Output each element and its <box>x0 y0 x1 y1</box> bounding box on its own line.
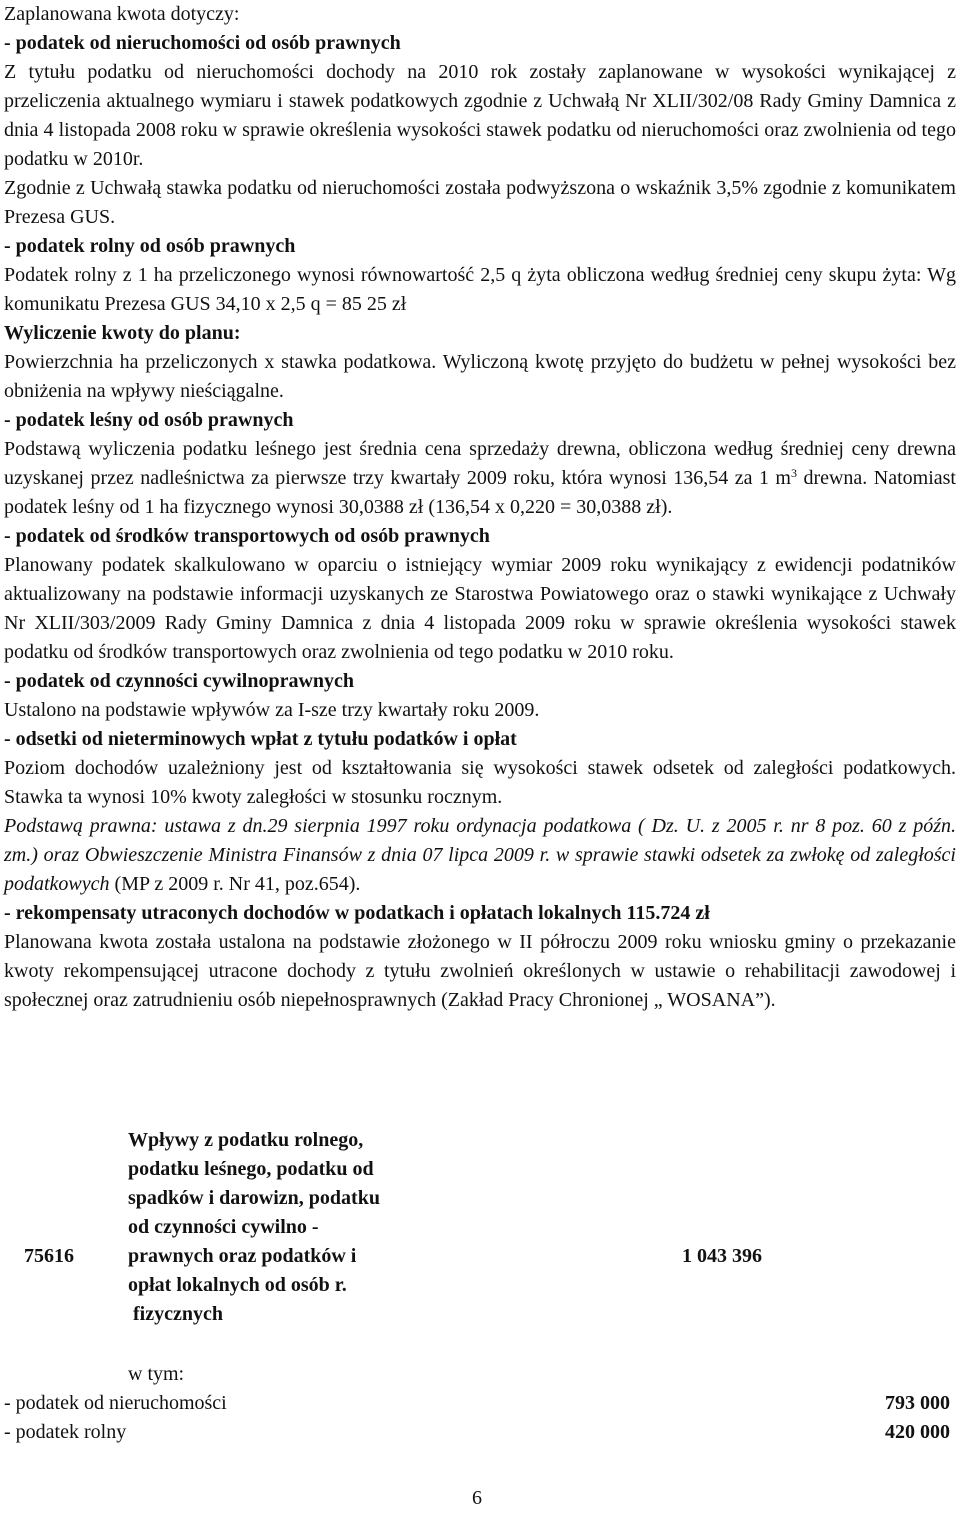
breakdown-label: w tym: <box>128 1363 185 1385</box>
heading-compensation: - rekompensaty utraconych dochodów w podatkach i opłatach lokalnych 115.724 zł <box>4 902 710 924</box>
heading-civil-law-tax: - podatek od czynności cywilnoprawnych <box>4 670 355 692</box>
interest-paragraph: Poziom dochodów uzależniony jest od kształtowania się wysokości stawek odsetek od zaległości podatkowych. Stawka ta wynosi 10% kwoty zaległości w stosunku rocznym. <box>4 757 956 808</box>
forest-tax-text-b: drewna. Natomiast podatek leśny od 1 ha fizycznego wynosi 30,0388 zł (136,54 x 0,220 = 30,0388 zł). <box>4 467 956 518</box>
heading-property-tax: - podatek od nieruchomości od osób prawnych <box>4 32 401 54</box>
forest-tax-text-a: Podstawą wyliczenia podatku leśnego jest średnia cena sprzedaży drewna, obliczona według średniej ceny drewna uzyskanej przez nadleśnictwa za pierwsze trzy kwartały 2009 roku, która wynosi 136,54 za 1 m <box>4 438 956 489</box>
legal-basis-plain: (MP z 2009 r. Nr 41, poz.654). <box>109 873 361 895</box>
civil-law-tax-paragraph: Ustalono na podstawie wpływów za I-sze trzy kwartały roku 2009. <box>4 699 540 721</box>
breakdown-item-value: 420 000 <box>885 1421 950 1443</box>
breakdown-item-name: - podatek od nieruchomości <box>4 1392 227 1414</box>
total-amount: 1 043 396 <box>682 1245 762 1267</box>
cubic-superscript: 3 <box>790 466 797 480</box>
heading-interest: - odsetki od nieterminowych wpłat z tytułu podatków i opłat <box>4 728 517 750</box>
document-body <box>4 0 956 1015</box>
property-tax-paragraph-2: Zgodnie z Uchwałą stawka podatku od nieruchomości została podwyższona o wskaźnik 3,5% zgodnie z komunikatem Prezesa GUS. <box>4 177 956 228</box>
legal-basis-italic: Podstawą prawna: ustawa z dn.29 sierpnia 1997 roku ordynacja podatkowa ( Dz. U. z 2005 r. nr 8 poz. 60 z późn. zm.) oraz Obwieszczenie Ministra Finansów z dnia 07 lipca 2009 r. w sprawie stawki odsetek za zwłokę od zaległości podatkowych <box>4 815 956 895</box>
breakdown-item-name: - podatek rolny <box>4 1421 127 1443</box>
heading-transport-tax: - podatek od środków transportowych od osób prawnych <box>4 525 490 547</box>
plan-calculation-paragraph: Powierzchnia ha przeliczonych x stawka podatkowa. Wyliczoną kwotę przyjęto do budżetu w pełnej wysokości bez obniżenia na wpływy nieściągalne. <box>4 351 956 402</box>
desc-line: fizycznych <box>128 1303 223 1325</box>
desc-line: opłat lokalnych od osób r. <box>128 1274 347 1296</box>
plan-calculation-heading: Wyliczenie kwoty do planu: <box>4 322 241 344</box>
desc-line: spadków i darowizn, podatku <box>128 1187 380 1209</box>
breakdown-item-value: 793 000 <box>885 1392 950 1414</box>
intro-line: Zaplanowana kwota dotyczy: <box>4 3 240 25</box>
desc-line: podatku leśnego, podatku od <box>128 1158 374 1180</box>
heading-forest-tax: - podatek leśny od osób prawnych <box>4 409 294 431</box>
income-description <box>128 1126 468 1329</box>
desc-line: Wpływy z podatku rolnego, <box>128 1129 364 1151</box>
agricultural-tax-paragraph: Podatek rolny z 1 ha przeliczonego wynosi równowartość 2,5 q żyta obliczona według średniej ceny skupu żyta: Wg komunikatu Prezesa GUS 34,10 x 2,5 q = 85 25 zł <box>4 264 956 315</box>
breakdown-row <box>4 1418 950 1447</box>
page-number: 6 <box>472 1487 482 1509</box>
desc-line: od czynności cywilno - <box>128 1216 319 1238</box>
compensation-paragraph: Planowana kwota została ustalona na podstawie złożonego w II półroczu 2009 roku wniosku gminy o przekazanie kwoty rekompensującej utracone dochody z tytułu zwolnień określonych w ustawie o rehabilitacji zawodowej i społecznej oraz zatrudnieniu osób niepełnosprawnych (Zakład Pracy Chronionej „ WOSANA”). <box>4 931 956 1011</box>
transport-tax-paragraph: Planowany podatek skalkulowano w oparciu o istniejący wymiar 2009 roku wynikający z ewidencji podatników aktualizowany na podstawie informacji uzyskanych ze Starostwa Powiatowego oraz o stawki wynikające z Uchwały Nr XLII/303/2009 Rady Gminy Damnica z dnia 4 listopada 2009 roku w sprawie określenia wysokości stawek podatku od środków transportowych oraz zwolnienia od tego podatku w 2010 roku. <box>4 554 956 663</box>
forest-tax-paragraph <box>4 435 956 522</box>
classification-code: 75616 <box>24 1245 74 1267</box>
property-tax-paragraph-1: Z tytułu podatku od nieruchomości dochody na 2010 rok zostały zaplanowane w wysokości wynikającej z przeliczenia aktualnego wymiaru i stawek podatkowych zgodnie z Uchwałą Nr XLII/302/08 Rady Gminy Damnica z dnia 4 listopada 2008 roku w sprawie określenia wysokości stawek podatku od nieruchomości oraz zwolnienia od tego podatku w 2010r. <box>4 61 956 170</box>
budget-table <box>0 1126 960 1326</box>
heading-agricultural-tax: - podatek rolny od osób prawnych <box>4 235 296 257</box>
breakdown-row <box>4 1389 950 1418</box>
desc-line: prawnych oraz podatków i <box>128 1245 357 1267</box>
legal-basis-paragraph <box>4 812 956 899</box>
